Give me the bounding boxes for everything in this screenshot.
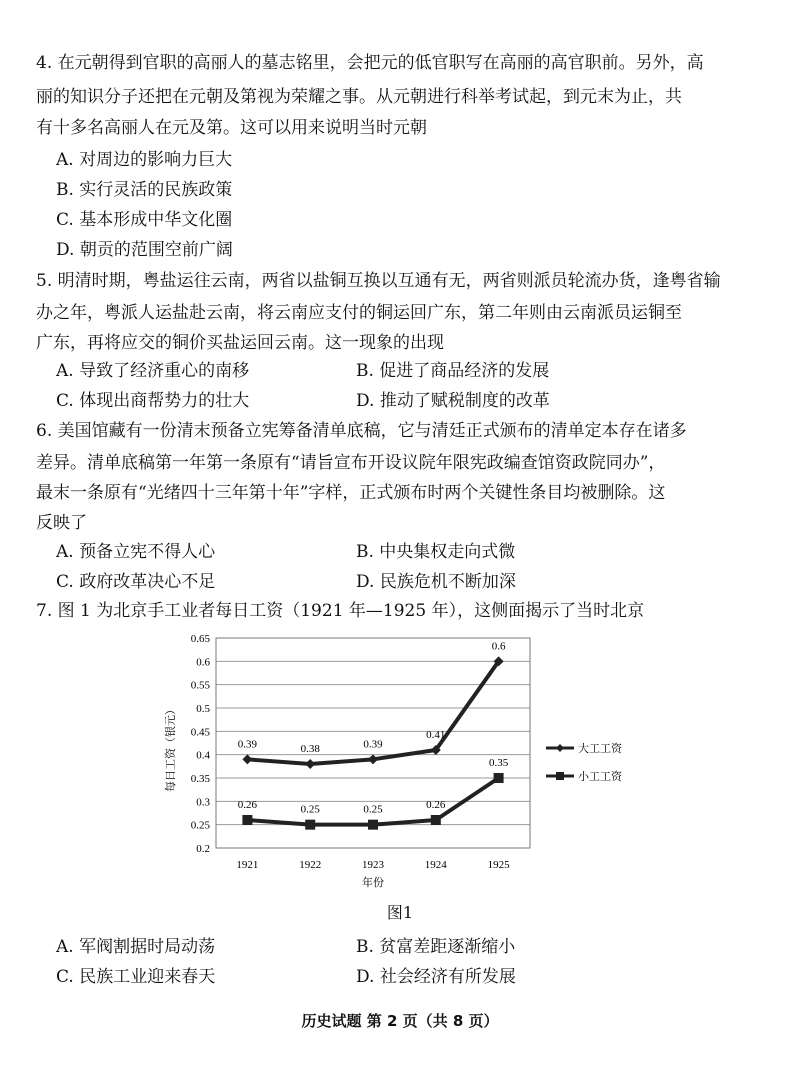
- q4-option-c: C. 基本形成中华文化圈: [56, 210, 233, 230]
- q7-option-d: D. 社会经济有所发展: [356, 967, 516, 987]
- q7-line-1: 7. 图 1 为北京手工业者每日工资（1921 年—1925 年），这侧面揭示了当时北京: [36, 601, 645, 621]
- chart-x-axis-label: 年份: [362, 877, 384, 889]
- q4-option-b: B. 实行灵活的民族政策: [56, 180, 233, 200]
- data-label: 0.6: [491, 640, 506, 653]
- y-tick-label: 0.45: [190, 726, 210, 739]
- chart-legend: [546, 741, 623, 783]
- data-label: 0.26: [426, 799, 446, 811]
- q7-option-b: B. 贫富差距逐渐缩小: [356, 937, 516, 957]
- legend-marker: [556, 772, 564, 780]
- y-tick-label: 0.55: [190, 679, 210, 692]
- q5-option-a: A. 导致了经济重心的南移: [56, 361, 250, 381]
- y-tick-label: 0.3: [196, 796, 210, 809]
- data-label: 0.38: [300, 743, 320, 755]
- q4-line-3: 有十多名高丽人在元及第。这可以用来说明当时元朝: [36, 118, 427, 138]
- data-label: 0.39: [237, 738, 258, 751]
- q4-option-a: A. 对周边的影响力巨大: [56, 150, 233, 170]
- x-tick-label: 1922: [299, 859, 322, 871]
- page-footer: 历史试题 第 2 页（共 8 页）: [301, 1012, 499, 1030]
- x-tick-label: 1925: [487, 859, 510, 871]
- data-point: [242, 754, 252, 764]
- q5-option-d: D. 推动了赋税制度的改革: [356, 391, 550, 411]
- x-tick-label: 1921: [236, 859, 259, 871]
- y-tick-label: 0.4: [196, 749, 210, 762]
- x-tick-label: 1924: [424, 859, 447, 871]
- q5-line-1: 5. 明清时期，粤盐运往云南，两省以盐铜互换以互通有无，两省则派员轮流办货，逢粤省输: [36, 271, 721, 291]
- x-tick-label: 1923: [362, 859, 384, 871]
- data-label: 0.35: [488, 757, 509, 769]
- q5-option-b: B. 促进了商品经济的发展: [356, 361, 550, 381]
- data-label: 0.39: [363, 738, 383, 751]
- y-tick-label: 0.2: [196, 843, 210, 855]
- data-point: [494, 773, 504, 783]
- chart-x-ticks: [236, 859, 510, 871]
- data-point: [368, 754, 378, 764]
- y-tick-label: 0.65: [190, 633, 210, 645]
- q7-option-a: A. 军阀割据时局动荡: [56, 937, 216, 957]
- y-tick-label: 0.25: [190, 819, 210, 832]
- q5-line-3: 广东，再将应交的铜价买盐运回云南。这一现象的出现: [36, 333, 444, 353]
- data-point: [242, 815, 252, 825]
- q6-line-1: 6. 美国馆藏有一份清末预备立宪筹备清单底稿，它与清廷正式颁布的清单定本存在诸多: [36, 421, 687, 441]
- y-tick-label: 0.35: [190, 773, 210, 785]
- legend-marker: [556, 744, 564, 752]
- q4-option-d: D. 朝贡的范围空前广阔: [56, 240, 233, 260]
- chart-y-ticks: [191, 633, 211, 855]
- q6-line-4: 反映了: [36, 513, 87, 533]
- data-point: [305, 759, 315, 769]
- data-label: 0.41: [426, 729, 446, 741]
- q6-option-d: D. 民族危机不断加深: [356, 572, 516, 592]
- data-label: 0.26: [237, 799, 258, 811]
- q6-line-2: 差异。清单底稿第一年第一条原有“请旨宣布开设议院年限宪政编查馆资政院同办”，: [36, 453, 666, 473]
- chart-y-axis-label: 每日工资（银元）: [165, 704, 177, 792]
- q5-line-2: 办之年，粤派人运盐赴云南，将云南应支付的铜运回广东，第二年则由云南派员运铜至: [36, 303, 682, 323]
- y-tick-label: 0.5: [196, 703, 210, 715]
- data-point: [305, 820, 315, 830]
- daily-wage-chart: [160, 628, 640, 894]
- data-label: 0.25: [363, 803, 383, 816]
- y-tick-label: 0.6: [196, 656, 210, 669]
- q6-option-a: A. 预备立宪不得人心: [56, 542, 216, 562]
- q7-option-c: C. 民族工业迎来春天: [56, 967, 216, 987]
- q4-line-1: 4. 在元朝得到官职的高丽人的墓志铭里，会把元的低官职写在高丽的高官职前。另外，高: [36, 53, 704, 73]
- figure-caption: 图1: [386, 903, 414, 922]
- q4-line-2: 丽的知识分子还把在元朝及第视为荣耀之事。从元朝进行科举考试起，到元末为止，共: [36, 87, 682, 107]
- data-point: [368, 820, 378, 830]
- q5-option-c: C. 体现出商帮势力的壮大: [56, 391, 250, 411]
- legend-label: 小工工资: [578, 771, 622, 783]
- data-label: 0.25: [300, 803, 320, 816]
- legend-label: 大工工资: [578, 743, 622, 755]
- q6-option-b: B. 中央集权走向式微: [356, 542, 516, 562]
- q6-option-c: C. 政府改革决心不足: [56, 572, 216, 592]
- q6-line-3: 最末一条原有“光绪四十三年第十年”字样，正式颁布时两个关键性条目均被删除。这: [36, 483, 666, 503]
- data-point: [431, 815, 441, 825]
